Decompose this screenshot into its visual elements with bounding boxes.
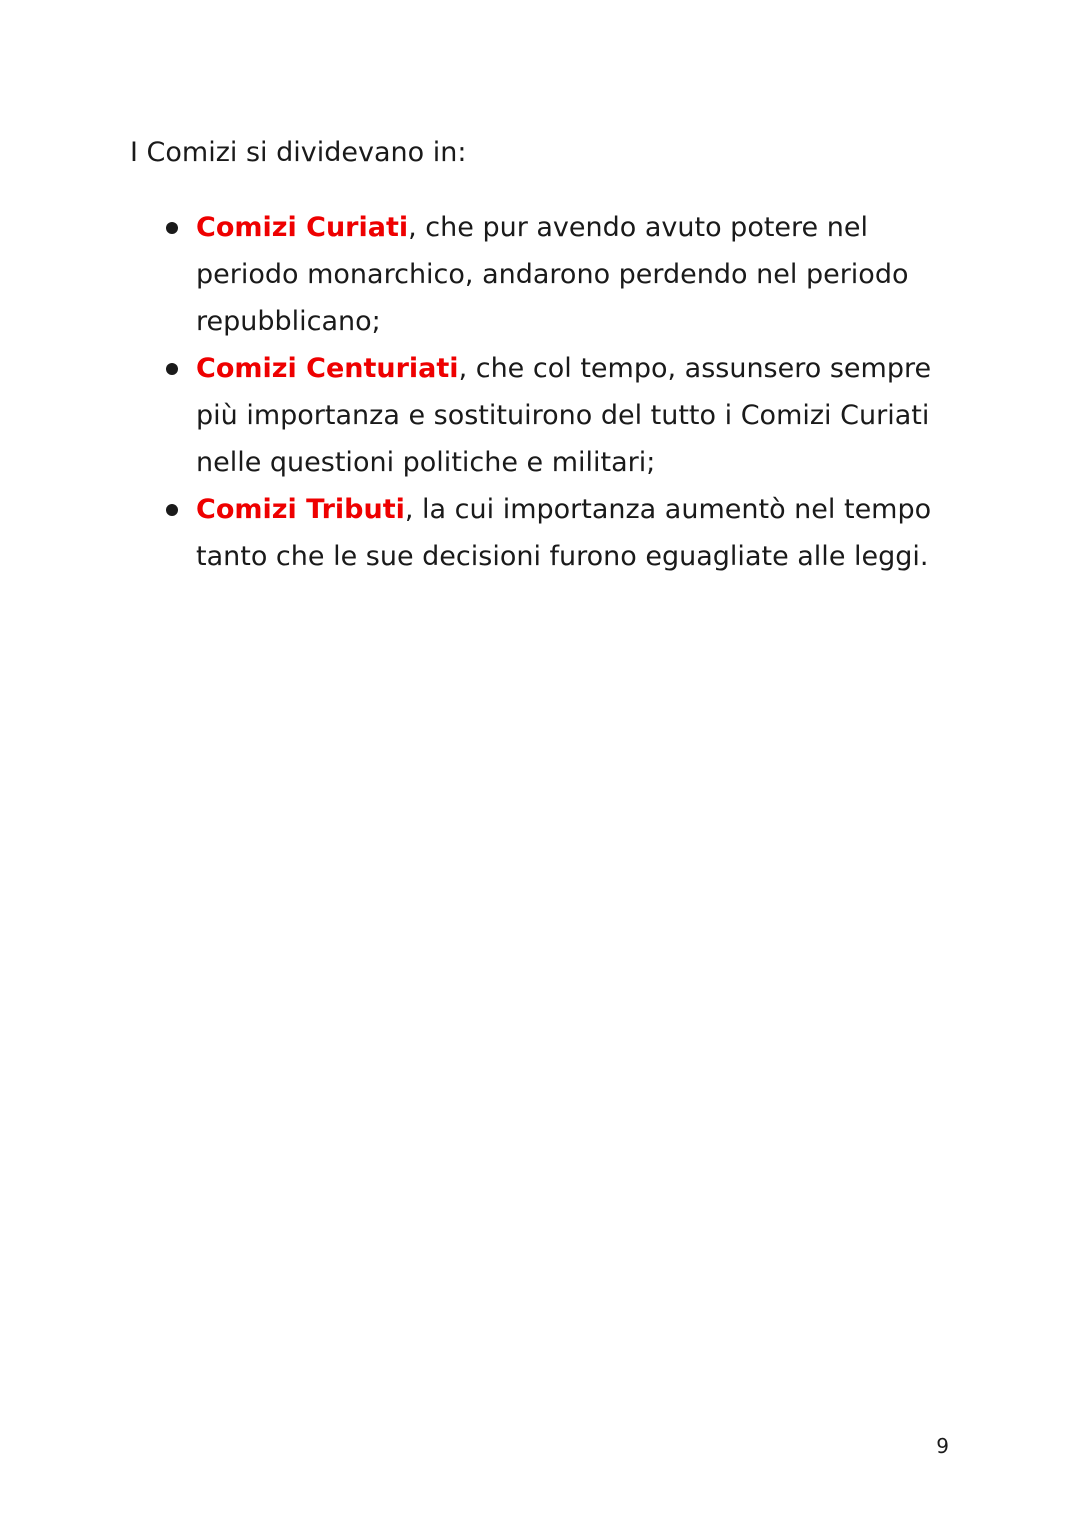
description-comizi-centuriati: , che col tempo, assunsero sempre più importanza e sostituirono del tutto i Comizi Curiati nelle questioni politiche e militari; xyxy=(196,353,932,478)
intro-text: I Comizi si dividevano in: xyxy=(130,137,467,168)
list-item-comizi-curiati xyxy=(162,204,942,345)
term-comizi-curiati: Comizi Curiati xyxy=(196,212,409,243)
bullet-icon xyxy=(166,363,178,375)
term-comizi-tributi: Comizi Tributi xyxy=(196,494,405,525)
comizi-list xyxy=(162,204,942,580)
description-comizi-tributi: , la cui importanza aumentò nel tempo tanto che le sue decisioni furono eguagliate alle leggi. xyxy=(196,494,932,572)
bullet-icon xyxy=(166,222,178,234)
bullet-icon xyxy=(166,504,178,516)
description-comizi-curiati: , che pur avendo avuto potere nel periodo monarchico, andarono perdendo nel periodo repubblicano; xyxy=(196,212,909,337)
list-item-comizi-centuriati xyxy=(162,345,942,486)
term-comizi-centuriati: Comizi Centuriati xyxy=(196,353,459,384)
list-item-comizi-tributi xyxy=(162,486,942,580)
page-number: 9 xyxy=(936,1434,949,1458)
